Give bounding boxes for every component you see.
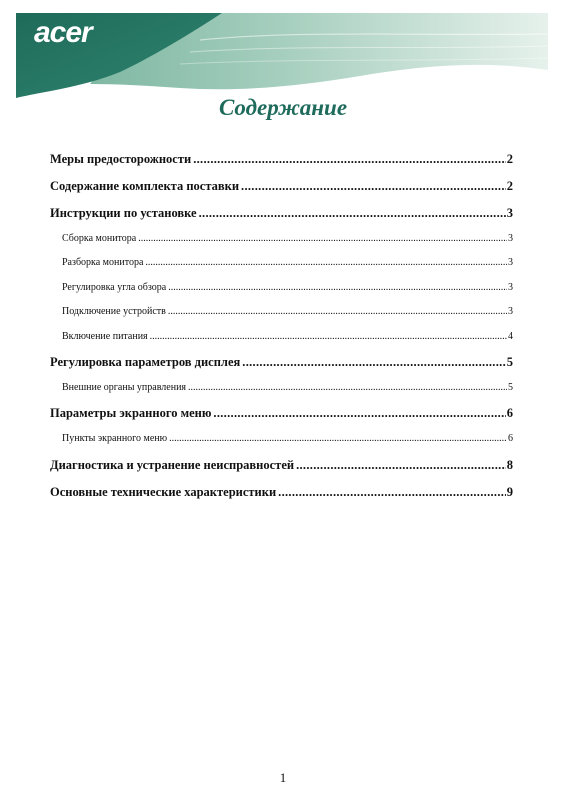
toc-entry-page: 5 <box>506 354 513 369</box>
toc-dot-leader <box>193 146 506 173</box>
toc-entry-title: Разборка монитора <box>62 257 144 269</box>
toc-entry-page: 5 <box>508 381 513 393</box>
toc-entry-page: 2 <box>506 179 513 193</box>
toc-subentry[interactable] <box>50 276 513 300</box>
toc-subentry[interactable] <box>50 325 513 349</box>
toc-subentry[interactable] <box>50 251 513 275</box>
toc-dot-leader <box>296 452 506 479</box>
toc-entry-page: 3 <box>506 206 513 220</box>
toc-entry-title: Диагностика и устранение неисправностей <box>50 457 295 472</box>
toc-entry[interactable] <box>50 200 513 227</box>
toc-dot-leader <box>213 400 505 427</box>
toc-subentry[interactable] <box>50 427 513 451</box>
header-wave-graphic <box>0 0 566 100</box>
toc-dot-leader <box>145 251 507 275</box>
toc-entry-page: 4 <box>508 330 513 342</box>
toc-dot-leader <box>242 349 505 376</box>
toc-entry-title: Инструкции по установке <box>50 206 197 220</box>
toc-entry-title: Содержание комплекта поставки <box>50 179 240 193</box>
toc-entry-title: Параметры экранного меню <box>50 406 212 421</box>
toc-entry[interactable] <box>50 146 513 173</box>
toc-dot-leader <box>199 200 506 227</box>
toc-dot-leader <box>278 479 506 506</box>
toc-entry[interactable] <box>50 452 513 479</box>
toc-subentry[interactable] <box>50 300 513 324</box>
toc-entry[interactable] <box>50 479 513 506</box>
toc-dot-leader <box>168 276 507 300</box>
toc-entry-title: Пункты экранного меню <box>62 433 168 445</box>
toc-entry-page: 3 <box>508 306 513 318</box>
toc-entry-page: 6 <box>506 406 513 421</box>
toc-entry-title: Основные технические характеристики <box>50 484 277 499</box>
toc-entry-title: Меры предосторожности <box>50 152 192 166</box>
toc-dot-leader <box>188 376 507 400</box>
toc-entry[interactable] <box>50 173 513 200</box>
toc-entry-page: 6 <box>508 433 513 445</box>
toc-entry-page: 3 <box>508 281 513 293</box>
toc-subentry[interactable] <box>50 376 513 400</box>
toc-subentry[interactable] <box>50 227 513 251</box>
toc-entry-page: 9 <box>506 484 513 499</box>
toc-entry-title: Регулировка параметров дисплея <box>50 354 241 369</box>
toc-entry-page: 8 <box>506 457 513 472</box>
acer-logo: acer <box>34 16 92 49</box>
toc-entry-title: Внешние органы управления <box>62 381 187 393</box>
toc-entry[interactable] <box>50 400 513 427</box>
toc-entry-title: Включение питания <box>62 330 148 342</box>
toc-entry-page: 3 <box>508 233 513 244</box>
toc-entry[interactable] <box>50 349 513 376</box>
toc-dot-leader <box>138 227 507 251</box>
toc-entry-title: Сборка монитора <box>62 233 137 244</box>
toc-dot-leader <box>150 325 507 349</box>
table-of-contents <box>50 146 513 506</box>
toc-entry-title: Подключение устройств <box>62 306 166 318</box>
toc-entry-title: Регулировка угла обзора <box>62 281 167 293</box>
toc-dot-leader <box>168 300 507 324</box>
toc-dot-leader <box>241 173 506 200</box>
toc-entry-page: 3 <box>508 257 513 269</box>
toc-dot-leader <box>169 427 507 451</box>
header-banner <box>0 0 566 100</box>
page-title: Содержание <box>218 95 348 120</box>
page-number: 1 <box>279 770 287 785</box>
toc-entry-page: 2 <box>506 152 513 166</box>
